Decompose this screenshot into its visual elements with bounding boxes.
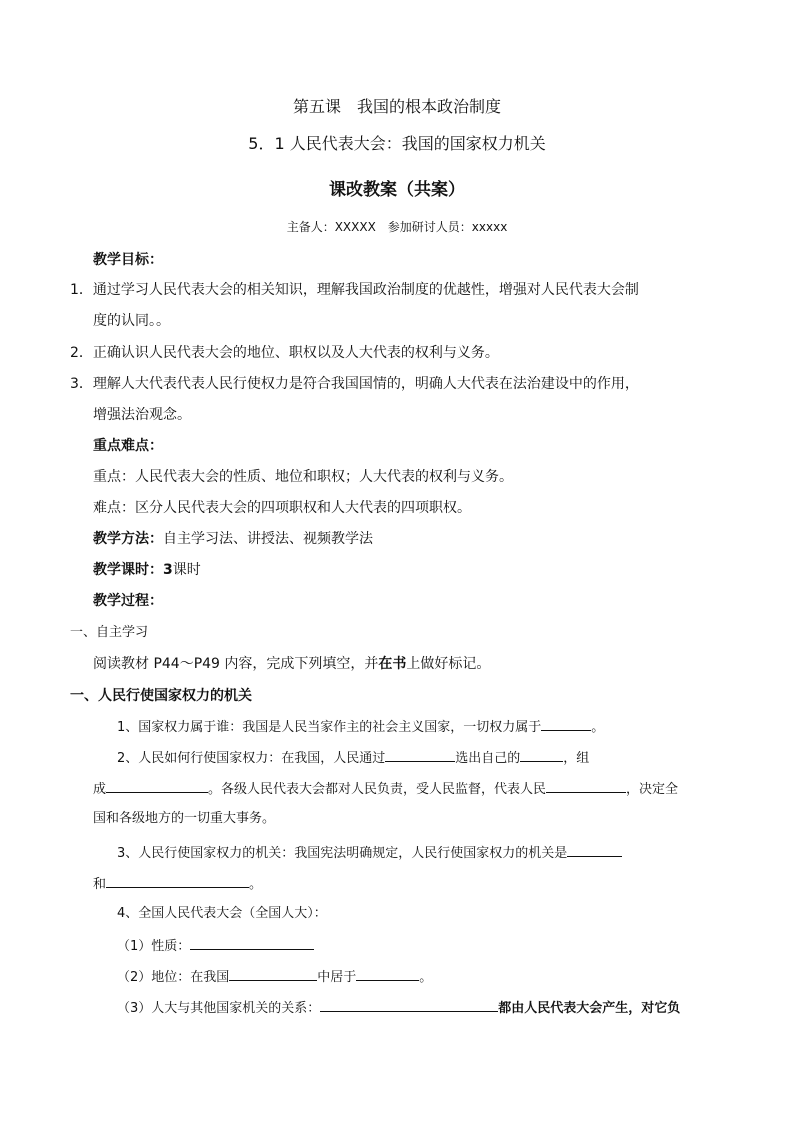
blank-2a[interactable]: [385, 747, 455, 762]
blank-2c[interactable]: [106, 778, 208, 793]
question-3-b: 和: [93, 877, 107, 892]
plan-title: 课改教案（共案）: [329, 180, 465, 200]
point-3-b: 都由人民代表大会产生，对它负: [498, 1001, 681, 1016]
hours-unit: 课时: [172, 562, 201, 578]
part-heading: 一、人民行使国家权力的机关: [70, 688, 252, 704]
question-2-c: ，组: [563, 751, 590, 766]
goal-3-number: 3．: [70, 376, 93, 392]
blank-4a[interactable]: [190, 935, 314, 950]
question-3-line-1: [117, 842, 622, 864]
question-2-a: 2、人民如何行使国家权力：在我国，人民通过: [117, 751, 386, 766]
point-2-b: 中居于: [317, 970, 357, 985]
goals-heading: 教学目标：: [93, 252, 163, 268]
question-2-line-2: [93, 778, 678, 800]
goal-3-line-1: [70, 374, 639, 394]
blank-4d[interactable]: [320, 997, 498, 1012]
goal-1-number: 1．: [70, 282, 93, 298]
question-3-a: 3、人民行使国家权力的机关：我国宪法明确规定，人民行使国家权力的机关是: [117, 846, 568, 861]
reading-instruction: [93, 654, 490, 674]
question-4: 4、全国人民代表大会（全国人大）：: [117, 906, 327, 921]
goal-3-text: 理解人大代表代表人民行使权力是符合我国国情的，明确人大代表在法治建设中的作用，: [92, 376, 639, 392]
hours-number: 3: [163, 562, 173, 578]
point-2-a: （2）地位：在我国: [117, 970, 230, 985]
question-2-b: 选出自己的: [455, 751, 521, 766]
question-2-line-3: 国和各级地方的一切重大事务。: [93, 811, 276, 826]
point-2: [117, 966, 432, 988]
method-label: 教学方法：: [93, 531, 163, 547]
question-3-end: 。: [249, 877, 263, 892]
key-heading: 重点难点：: [93, 438, 163, 454]
hours-line: [93, 560, 201, 580]
goal-1-text: 通过学习人民代表大会的相关知识，理解我国政治制度的优越性，增强对人民代表大会制: [92, 282, 639, 298]
goal-2-line-1: [70, 343, 499, 363]
method-line: [93, 529, 373, 549]
method-value: 自主学习法、讲授法、视频教学法: [163, 531, 373, 547]
hours-label: 教学课时：: [93, 562, 163, 578]
author-line: 主备人：XXXXX 参加研讨人员：xxxxx: [286, 220, 508, 234]
question-2-f: ，决定全: [626, 782, 679, 797]
blank-3b[interactable]: [106, 873, 249, 888]
question-3-line-2: [93, 873, 262, 895]
blank-4b[interactable]: [229, 966, 317, 981]
question-2-line-1: [117, 747, 589, 769]
blank-2b[interactable]: [520, 747, 563, 762]
section-title: 5．1 人民代表大会：我国的国家权力机关: [248, 134, 546, 153]
key-point: 重点：人民代表大会的性质、地位和职权；人大代表的权利与义务。: [93, 469, 513, 485]
question-1-text: 1、国家权力属于谁：我国是人民当家作主的社会主义国家，一切权力属于: [117, 720, 542, 735]
point-3-a: （3）人大与其他国家机关的关系：: [117, 1001, 321, 1016]
goal-3-line-2: 增强法治观念。: [93, 407, 191, 423]
question-2-d: 成: [93, 782, 107, 797]
question-2-e: 。各级人民代表大会都对人民负责，受人民监督，代表人民: [208, 782, 547, 797]
process-heading: 教学过程：: [93, 593, 163, 609]
goal-2-number: 2．: [70, 345, 93, 361]
point-1-text: （1）性质：: [117, 939, 191, 954]
question-1-end: 。: [591, 720, 605, 735]
blank-1[interactable]: [541, 716, 591, 731]
point-3: [117, 997, 680, 1019]
point-1: [117, 935, 314, 957]
reading-instruction-b: 在书: [378, 656, 407, 672]
blank-3a[interactable]: [567, 842, 622, 857]
reading-instruction-a: 阅读教材 P44～P49 内容，完成下列填空，并: [93, 656, 379, 672]
question-1: [117, 716, 604, 738]
blank-4c[interactable]: [356, 966, 419, 981]
difficult-point: 难点：区分人民代表大会的四项职权和人大代表的四项职权。: [93, 500, 471, 516]
goal-1-line-1: [70, 280, 639, 300]
self-study-heading: 一、自主学习: [70, 625, 149, 640]
goal-1-line-2: 度的认同。。: [93, 313, 170, 329]
blank-2d[interactable]: [546, 778, 626, 793]
lesson-title: 第五课 我国的根本政治制度: [292, 97, 501, 116]
reading-instruction-c: 上做好标记。: [406, 656, 491, 672]
point-2-end: 。: [419, 970, 433, 985]
goal-2-text: 正确认识人民代表大会的地位、职权以及人大代表的权利与义务。: [92, 345, 499, 361]
